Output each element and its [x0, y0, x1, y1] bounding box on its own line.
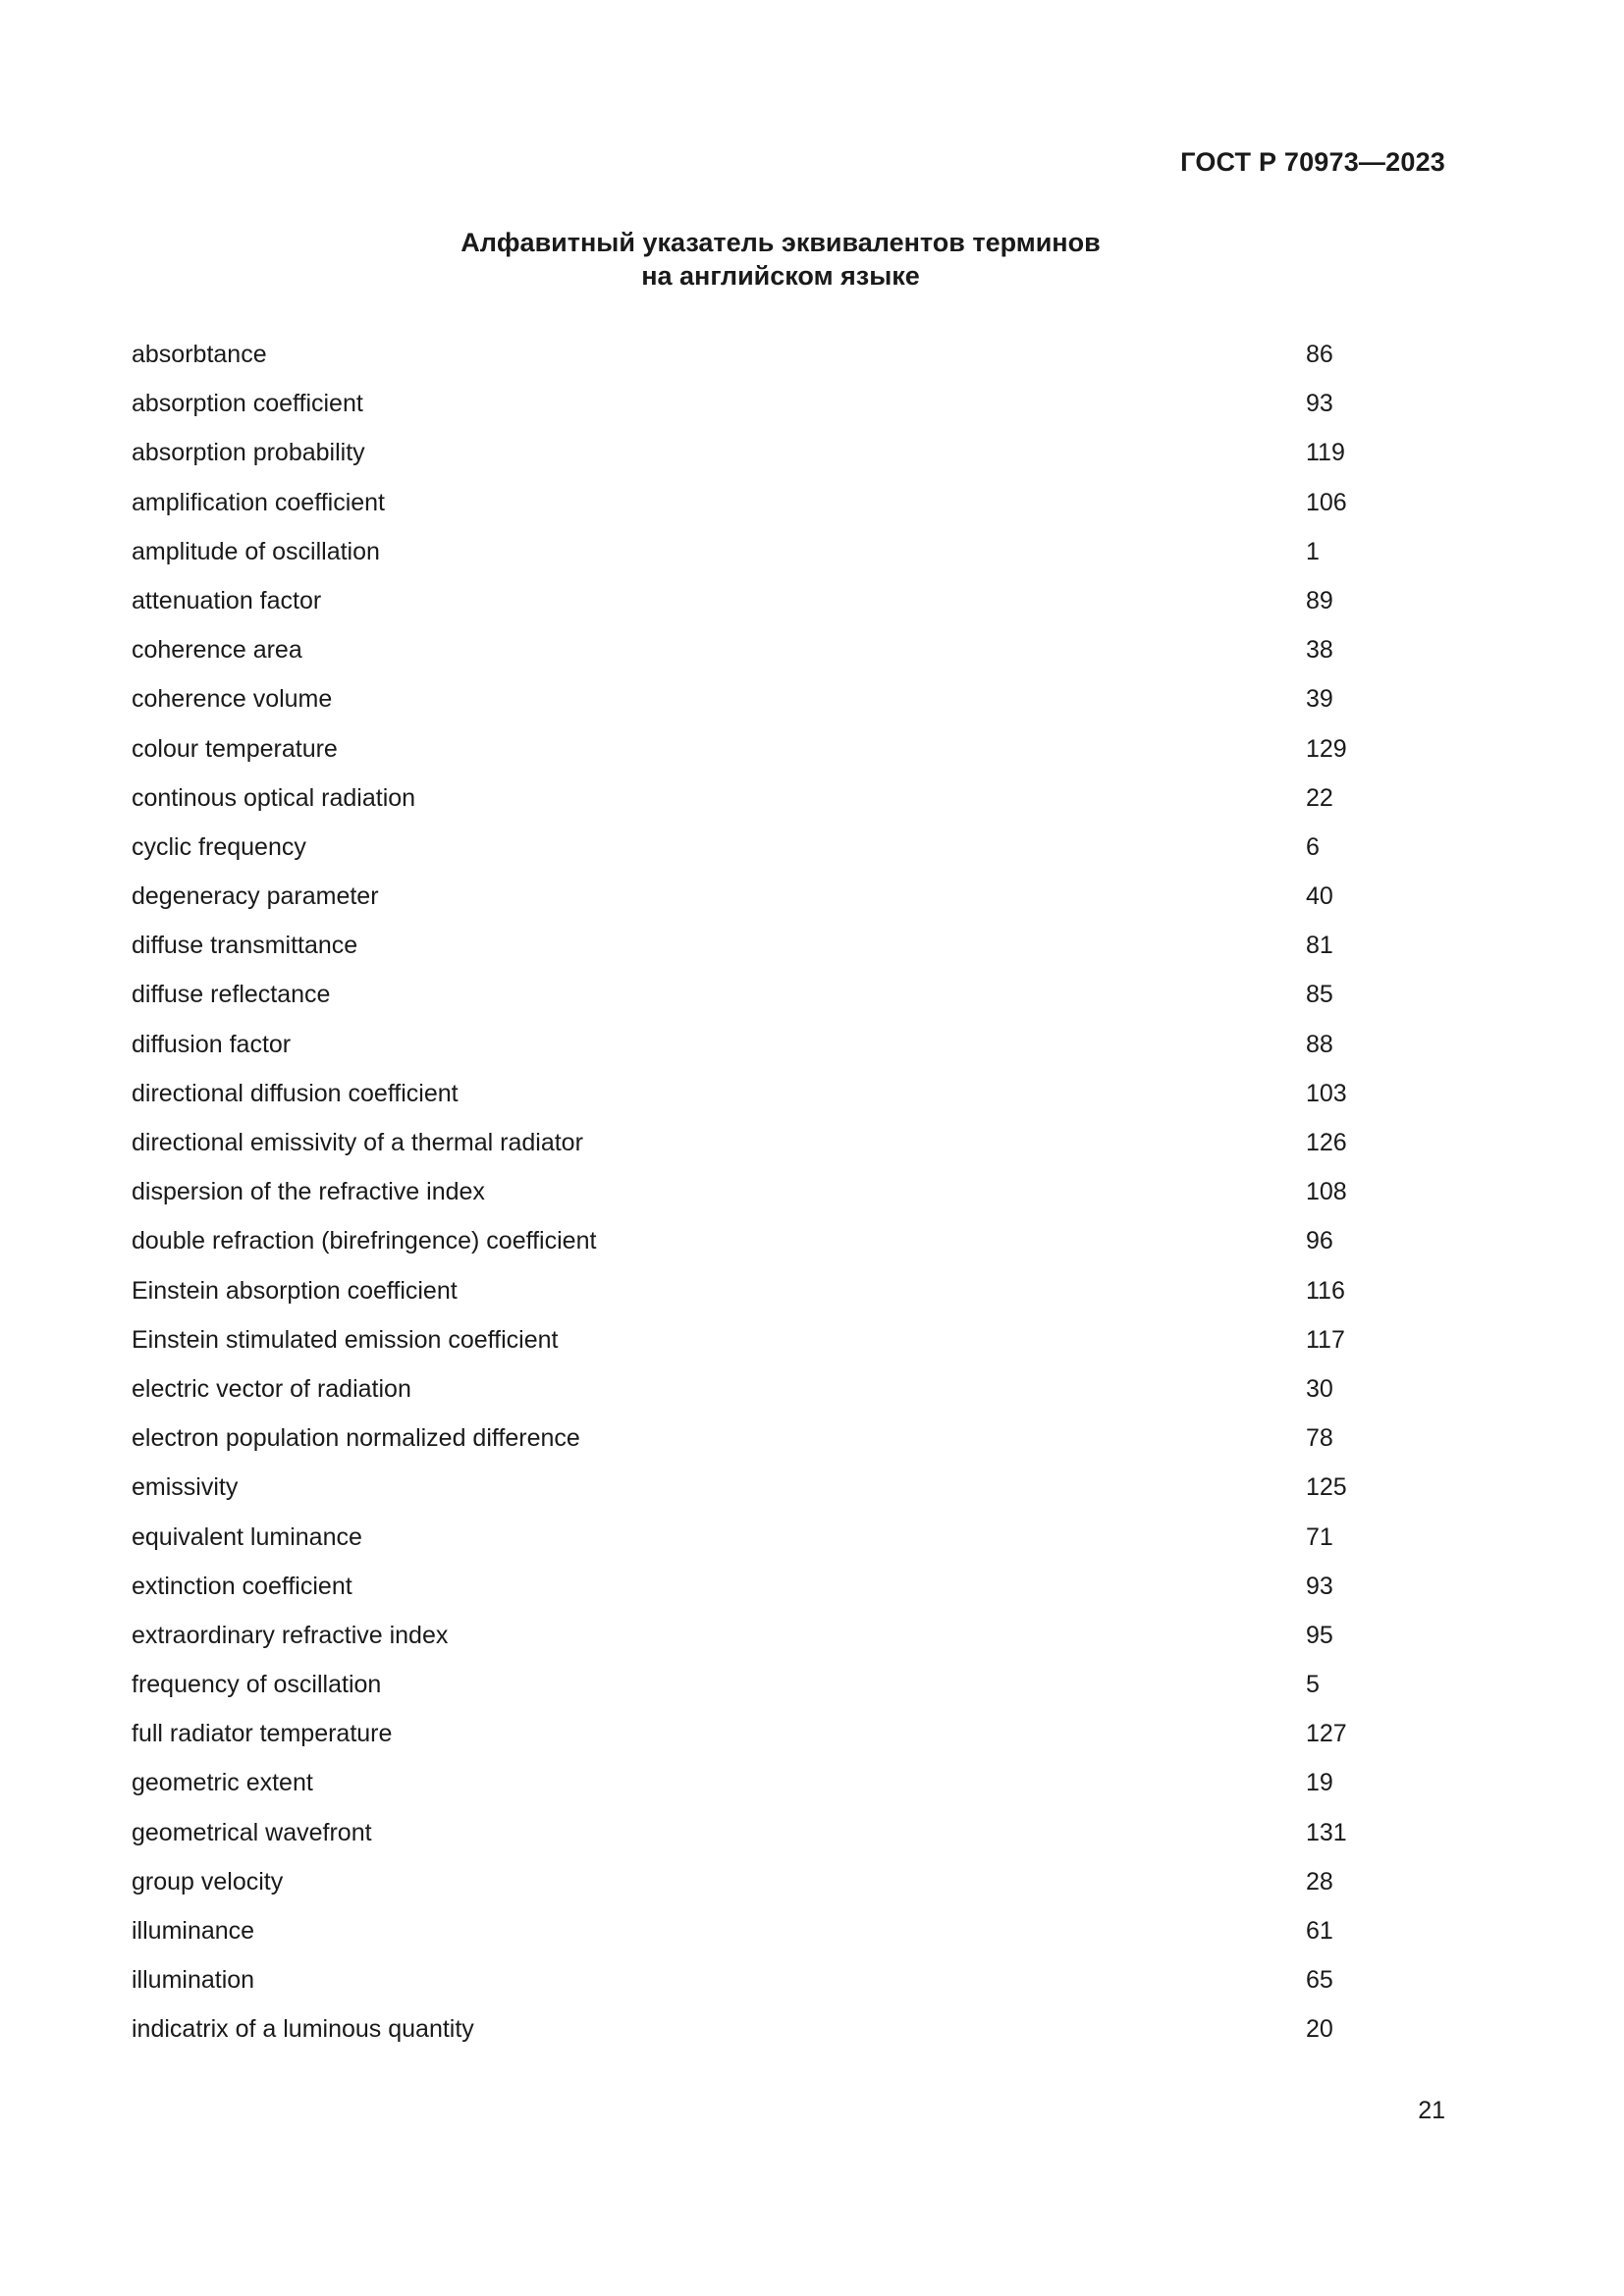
index-term: geometrical wavefront: [132, 1818, 372, 1846]
index-term-number: 81: [1306, 932, 1333, 960]
index-term: full radiator temperature: [132, 1720, 393, 1748]
index-entry: [132, 1226, 1447, 1275]
index-term-number: 38: [1306, 636, 1333, 665]
index-entry: [132, 1818, 1447, 1867]
index-term-number: 96: [1306, 1227, 1333, 1255]
index-entry: [132, 1374, 1447, 1423]
index-entry: [132, 635, 1447, 684]
index-term: attenuation factor: [132, 586, 322, 614]
index-term: geometric extent: [132, 1769, 313, 1797]
index-term: absorbtance: [132, 341, 267, 368]
index-term: degeneracy parameter: [132, 882, 379, 911]
index-term-number: 28: [1306, 1867, 1333, 1896]
index-entry: [132, 438, 1447, 487]
index-term: extinction coefficient: [132, 1572, 352, 1600]
index-term: electric vector of radiation: [132, 1374, 411, 1403]
index-term-number: 93: [1306, 390, 1333, 418]
index-term: frequency of oscillation: [132, 1671, 382, 1699]
index-entry: [132, 980, 1447, 1029]
index-term-number: 65: [1306, 1966, 1333, 1995]
document-code: ГОСТ Р 70973—2023: [1180, 147, 1445, 177]
index-term-number: 131: [1306, 1818, 1347, 1846]
index-term: illuminance: [132, 1917, 255, 1945]
index-term-number: 20: [1306, 2015, 1333, 2044]
index-title-line-1: Алфавитный указатель эквивалентов терминов: [460, 228, 1101, 257]
index-term: cyclic frequency: [132, 832, 306, 861]
index-term: dispersion of the refractive index: [132, 1178, 485, 1206]
index-term-number: 108: [1306, 1178, 1347, 1206]
index-title: [0, 226, 1561, 293]
index-entry: [132, 1621, 1447, 1670]
index-term: group velocity: [132, 1867, 284, 1896]
index-entry: [132, 1768, 1447, 1817]
index-term: amplification coefficient: [132, 488, 386, 516]
index-term: double refraction (birefringence) coefficient: [132, 1227, 597, 1255]
index-entry: [132, 1719, 1447, 1768]
index-term-number: 126: [1306, 1129, 1347, 1156]
term-index-list: [132, 340, 1447, 2064]
index-title-line-2: на английском языке: [641, 261, 920, 291]
index-term: directional emissivity of a thermal radiator: [132, 1129, 583, 1156]
index-entry: [132, 783, 1447, 832]
index-entry: [132, 1522, 1447, 1572]
index-term: coherence volume: [132, 685, 333, 714]
index-entry: [132, 1916, 1447, 1965]
index-entry: [132, 734, 1447, 783]
index-entry: [132, 1572, 1447, 1621]
index-term: equivalent luminance: [132, 1522, 362, 1551]
index-entry: [132, 537, 1447, 586]
index-term: colour temperature: [132, 734, 338, 763]
index-term: diffuse transmittance: [132, 932, 358, 960]
index-entry: [132, 1472, 1447, 1522]
index-term-number: 95: [1306, 1621, 1333, 1649]
index-entry: [132, 488, 1447, 537]
index-term-number: 127: [1306, 1720, 1347, 1748]
index-term-number: 30: [1306, 1374, 1333, 1403]
index-term-number: 125: [1306, 1473, 1347, 1502]
index-term: absorption probability: [132, 439, 365, 467]
index-entry: [132, 1079, 1447, 1128]
index-entry: [132, 1128, 1447, 1177]
index-term-number: 88: [1306, 1030, 1333, 1058]
index-entry: [132, 1867, 1447, 1916]
index-term: directional diffusion coefficient: [132, 1079, 459, 1107]
index-entry: [132, 1423, 1447, 1472]
index-term-number: 19: [1306, 1769, 1333, 1797]
index-term-number: 93: [1306, 1572, 1333, 1600]
index-term-number: 6: [1306, 832, 1320, 861]
index-entry: [132, 1670, 1447, 1719]
index-term-number: 103: [1306, 1079, 1347, 1107]
index-entry: [132, 1965, 1447, 2014]
index-term-number: 78: [1306, 1424, 1333, 1453]
index-term: diffuse reflectance: [132, 981, 331, 1009]
index-entry: [132, 389, 1447, 438]
index-term-number: 106: [1306, 488, 1347, 516]
index-entry: [132, 832, 1447, 881]
index-term-number: 39: [1306, 685, 1333, 714]
index-term-number: 5: [1306, 1671, 1320, 1699]
index-term-number: 61: [1306, 1917, 1333, 1945]
index-term-number: 40: [1306, 882, 1333, 911]
index-term-number: 119: [1306, 439, 1345, 467]
index-term: electron population normalized difference: [132, 1424, 580, 1453]
index-term-number: 116: [1306, 1276, 1345, 1305]
index-entry: [132, 340, 1447, 389]
index-entry: [132, 684, 1447, 733]
index-entry: [132, 2014, 1447, 2063]
index-term-number: 117: [1306, 1325, 1345, 1354]
index-term-number: 85: [1306, 981, 1333, 1009]
index-entry: [132, 1276, 1447, 1325]
index-term: continous optical radiation: [132, 783, 416, 812]
index-term: diffusion factor: [132, 1030, 292, 1058]
index-term-number: 22: [1306, 783, 1333, 812]
index-term: coherence area: [132, 636, 302, 665]
index-term-number: 71: [1306, 1522, 1333, 1551]
index-term-number: 89: [1306, 586, 1333, 614]
index-term-number: 129: [1306, 734, 1347, 763]
index-entry: [132, 1030, 1447, 1079]
page-number: 21: [1418, 2097, 1445, 2124]
index-term: extraordinary refractive index: [132, 1621, 449, 1649]
index-term: emissivity: [132, 1473, 239, 1502]
index-entry: [132, 586, 1447, 635]
index-term: indicatrix of a luminous quantity: [132, 2015, 474, 2044]
index-term: Einstein absorption coefficient: [132, 1276, 458, 1305]
index-term: Einstein stimulated emission coefficient: [132, 1325, 559, 1354]
index-entry: [132, 1177, 1447, 1226]
index-term-number: 86: [1306, 341, 1333, 368]
index-entry: [132, 1325, 1447, 1374]
index-entry: [132, 931, 1447, 980]
index-term: absorption coefficient: [132, 390, 363, 418]
index-term-number: 1: [1306, 537, 1320, 565]
index-entry: [132, 881, 1447, 931]
index-term: illumination: [132, 1966, 255, 1995]
index-term: amplitude of oscillation: [132, 537, 380, 565]
